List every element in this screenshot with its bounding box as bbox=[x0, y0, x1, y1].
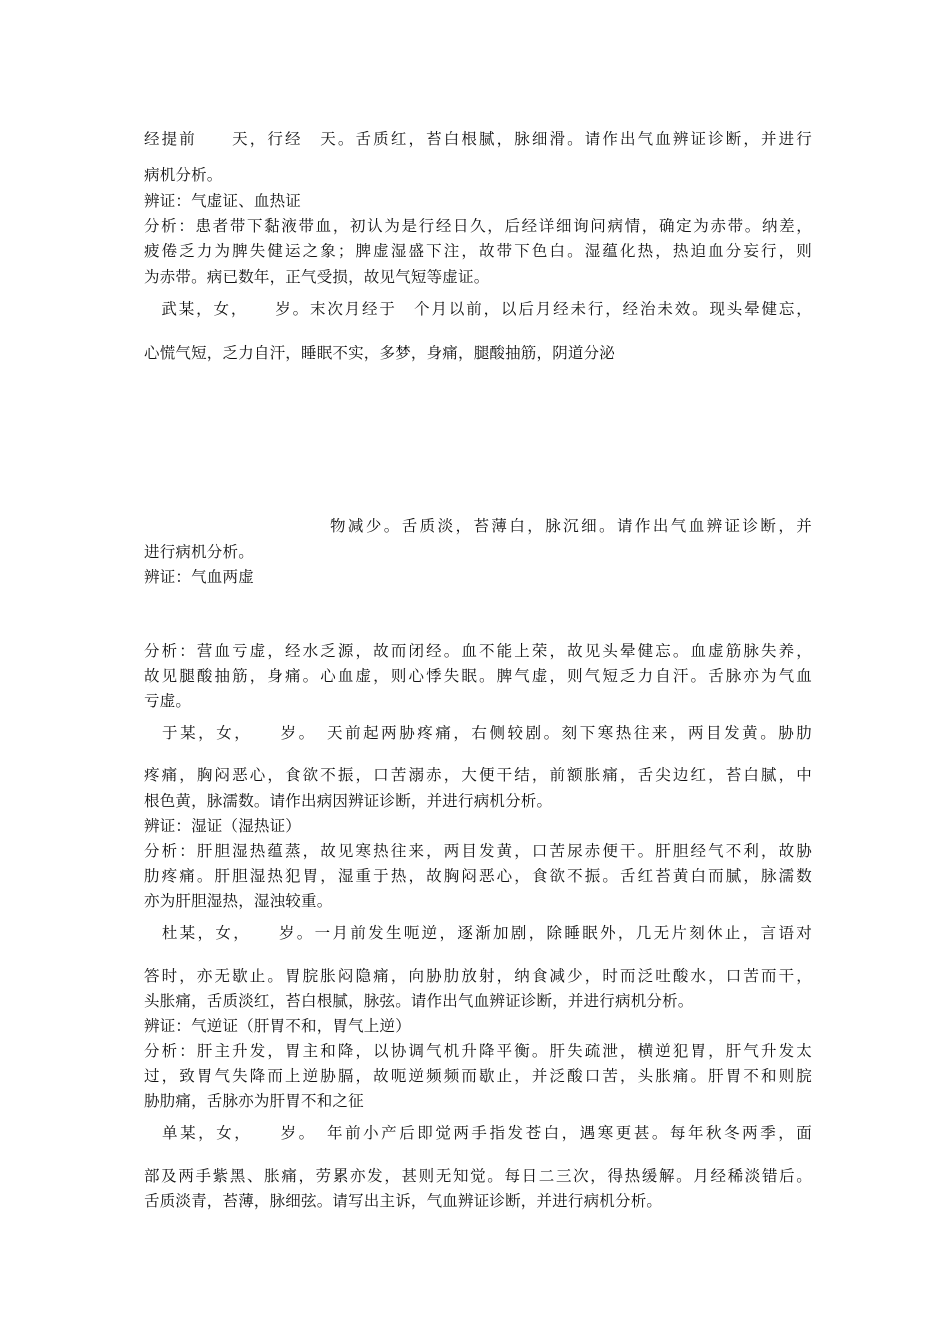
text-line: 分析：营血亏虚，经水乏源，故而闭经。血不能上荣，故见头晕健忘。血虚筋脉失养， bbox=[144, 642, 812, 660]
text-line: 分析：患者带下黏液带血，初认为是行经日久，后经详细询问病情，确定为赤带。纳差， bbox=[144, 217, 812, 235]
text-line: 武某，女， 岁。末次月经于 个月以前，以后月经未行，经治未效。现头晕健忘， bbox=[144, 300, 812, 318]
text-line: 亏虚。 bbox=[144, 692, 192, 710]
text-line: 单某，女， 岁。 年前小产后即觉两手指发苍白，遇寒更甚。每年秋冬两季，面 bbox=[144, 1124, 812, 1142]
text-line: 进行病机分析。 bbox=[144, 543, 254, 561]
text-line: 胁肋痛，舌脉亦为肝胃不和之征 bbox=[144, 1092, 364, 1110]
text-line: 疼痛，胸闷恶心，食欲不振，口苦溺赤，大便干结，前额胀痛，舌尖边红，苔白腻，中 bbox=[144, 766, 812, 784]
text-line: 过，致胃气失降而上逆胁膈，故呃逆频频而歇止，并泛酸口苦，头胀痛。肝胃不和则脘 bbox=[144, 1067, 812, 1085]
text-line: 辨证：湿证（湿热证） bbox=[144, 817, 302, 835]
text-line: 头胀痛，舌质淡红，苔白根腻，脉弦。请作出气血辨证诊断，并进行病机分析。 bbox=[144, 992, 694, 1010]
text-line: 肋疼痛。肝胆湿热犯胃，湿重于热，故胸闷恶心，食欲不振。舌红苔黄白而腻，脉濡数 bbox=[144, 867, 812, 885]
text-line: 根色黄，脉濡数。请作出病因辨证诊断，并进行病机分析。 bbox=[144, 792, 553, 810]
text-line: 于某，女， 岁。 天前起两胁疼痛，右侧较剧。刻下寒热往来，两目发黄。胁肋 bbox=[144, 724, 812, 742]
text-line: 舌质淡青，苔薄，脉细弦。请写出主诉，气血辨证诊断，并进行病机分析。 bbox=[144, 1192, 663, 1210]
text-line: 病机分析。 bbox=[144, 166, 223, 184]
text-line: 辨证：气血两虚 bbox=[144, 568, 254, 586]
text-line: 为赤带。病已数年，正气受损，故见气短等虚证。 bbox=[144, 268, 490, 286]
text-line: 疲倦乏力为脾失健运之象；脾虚湿盛下注，故带下色白。湿蕴化热，热迫血分妄行，则 bbox=[144, 242, 812, 260]
text-line: 杜某，女， 岁。一月前发生呃逆，逐渐加剧，除睡眠外，几无片刻休止，言语对 bbox=[144, 924, 812, 942]
text-line: 经提前 天，行经 天。舌质红，苔白根腻，脉细滑。请作出气血辨证诊断，并进行 bbox=[144, 130, 812, 148]
text-line: 亦为肝胆湿热，湿浊较重。 bbox=[144, 892, 333, 910]
text-line: 物减少。舌质淡，苔薄白，脉沉细。请作出气血辨证诊断，并 bbox=[330, 517, 812, 535]
text-line: 故见腿酸抽筋，身痛。心血虚，则心悸失眠。脾气虚，则气短乏力自汗。舌脉亦为气血 bbox=[144, 667, 812, 685]
text-line: 辨证：气逆证（肝胃不和，胃气上逆） bbox=[144, 1017, 411, 1035]
text-line: 心慌气短，乏力自汗，睡眠不实，多梦，身痛，腿酸抽筋，阴道分泌 bbox=[144, 344, 616, 362]
text-line: 分析：肝胆湿热蕴蒸，故见寒热往来，两目发黄，口苦尿赤便干。肝胆经气不利，故胁 bbox=[144, 842, 812, 860]
text-line: 答时，亦无歇止。胃脘胀闷隐痛，向胁肋放射，纳食减少，时而泛吐酸水，口苦而干， bbox=[144, 967, 812, 985]
text-line: 辨证：气虚证、血热证 bbox=[144, 192, 302, 210]
text-line: 分析：肝主升发，胃主和降，以协调气机升降平衡。肝失疏泄，横逆犯胃，肝气升发太 bbox=[144, 1042, 812, 1060]
text-line: 部及两手紫黑、胀痛，劳累亦发，甚则无知觉。每日二三次，得热缓解。月经稀淡错后。 bbox=[144, 1167, 812, 1185]
